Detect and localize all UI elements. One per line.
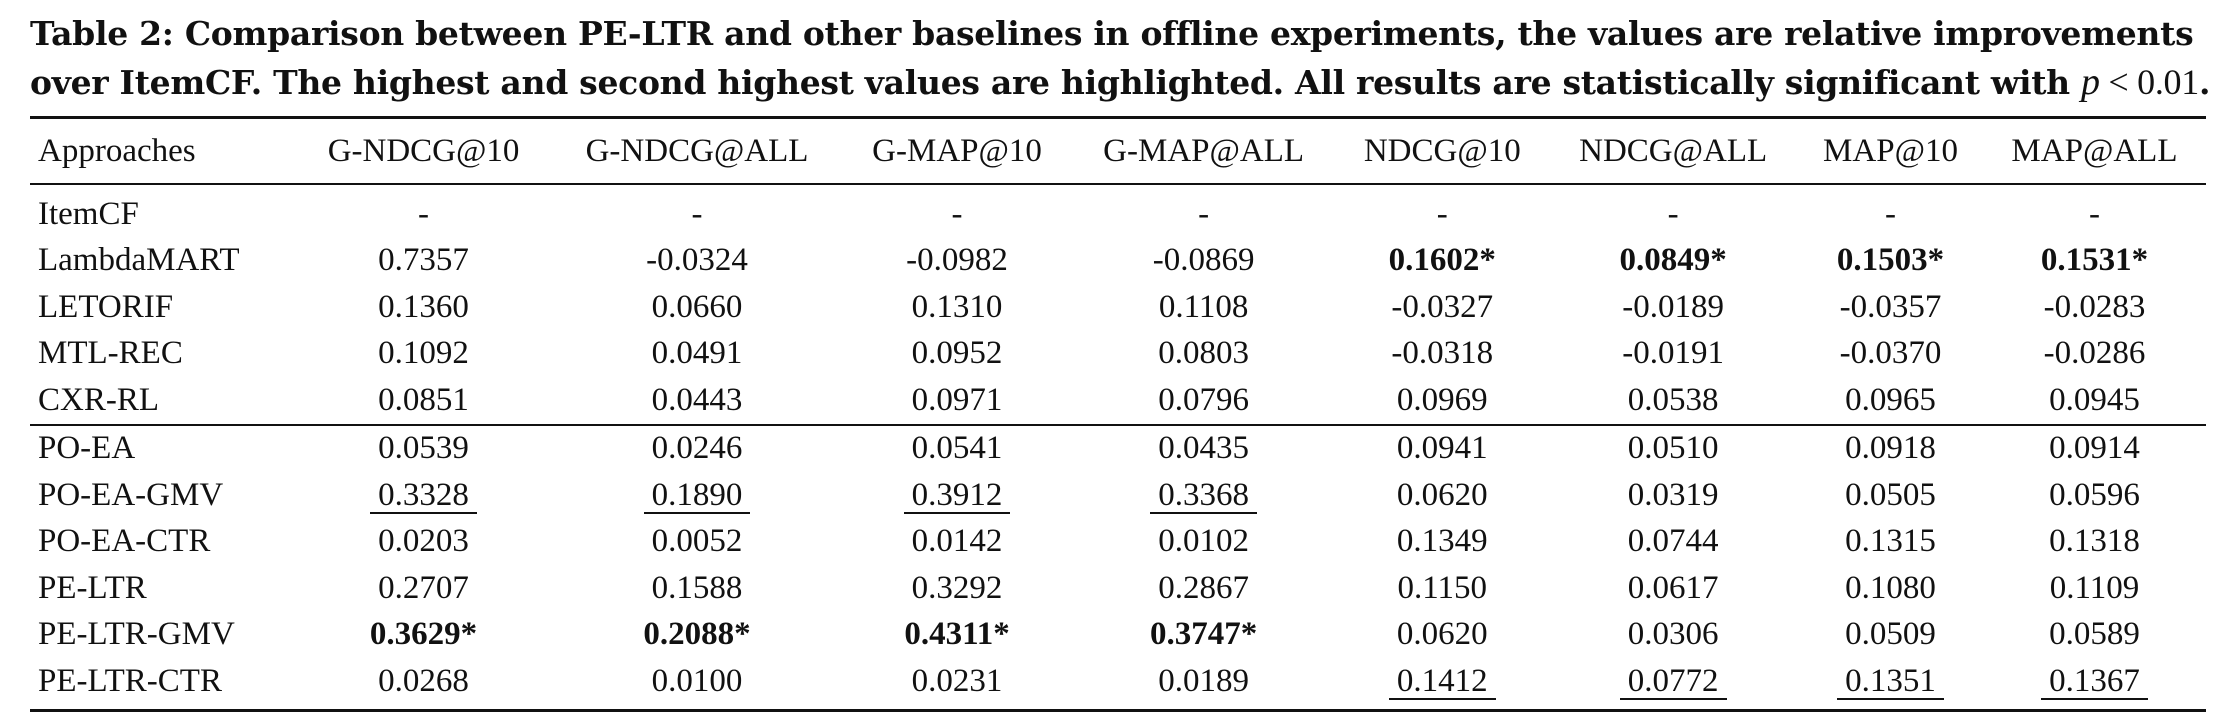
header-row [30, 118, 2206, 185]
metric-value: 0.0969 [1396, 381, 1488, 418]
metric-value: 0.0306 [1627, 616, 1719, 653]
highest-value: 0.0849* [1619, 242, 1727, 279]
caption-math-operator: < [2099, 62, 2138, 102]
metric-cell [1336, 612, 1548, 659]
metric-cell [1071, 284, 1337, 331]
header-cell: G-NDCG@ALL [585, 132, 809, 169]
table-row [30, 284, 2206, 331]
metric-cell [1071, 377, 1337, 425]
metric-value: 0.0100 [651, 662, 743, 699]
metric-cell [1071, 425, 1337, 473]
table-row [30, 238, 2206, 285]
metric-value: -0.0327 [1391, 288, 1494, 325]
metric-cell [1071, 331, 1337, 378]
metric-value: 0.0319 [1627, 476, 1719, 513]
approach-name-cell: PE-LTR [38, 569, 147, 606]
second-highest-value: 0.1367 [2041, 665, 2148, 700]
metric-cell [296, 331, 550, 378]
metric-cell [551, 284, 844, 331]
caption-math-variable: p [2081, 61, 2100, 103]
second-highest-value: 0.1412 [1389, 665, 1496, 700]
metric-cell [1548, 565, 1798, 612]
table-row [30, 331, 2206, 378]
metric-value: 0.0539 [378, 430, 469, 467]
metric-value: 0.0189 [1158, 662, 1249, 699]
metric-cell [1983, 612, 2206, 659]
metric-cell [1071, 472, 1337, 519]
metric-value: -0.0189 [1622, 288, 1725, 325]
metric-cell [1798, 331, 1983, 378]
metric-value: 0.0435 [1158, 430, 1249, 467]
metric-value: 0.0851 [378, 381, 469, 418]
metric-cell [296, 425, 550, 473]
metric-value: 0.0660 [651, 288, 743, 325]
metric-cell [1983, 331, 2206, 378]
metric-cell [1798, 565, 1983, 612]
metric-cell [1071, 519, 1337, 566]
metric-value: 0.0203 [378, 523, 469, 560]
metric-value: 0.2707 [378, 569, 469, 606]
metric-value: -0.0324 [646, 242, 748, 279]
metric-cell [551, 519, 844, 566]
metric-value: 0.1150 [1397, 569, 1488, 606]
second-highest-value: 0.3368 [1150, 479, 1257, 514]
table-row [30, 519, 2206, 566]
metric-cell [551, 658, 844, 710]
metric-cell [1336, 565, 1548, 612]
header-cell: G-MAP@ALL [1103, 132, 1305, 169]
metric-cell [1798, 519, 1983, 566]
metric-value: 0.0744 [1627, 523, 1719, 560]
metric-value: 0.0510 [1627, 430, 1719, 467]
metric-value: 0.1108 [1158, 288, 1249, 325]
caption-text: Comparison between PE-LTR and other baselines in offline experiments, the values are relative improvements over ItemCF. The highest and second highest values are highlighted. All results are statistically significant with [30, 14, 2194, 102]
metric-cell [1336, 284, 1548, 331]
metric-value: 0.7357 [378, 242, 469, 279]
metric-cell [1336, 425, 1548, 473]
approach-name-cell: LambdaMART [38, 242, 240, 279]
metric-value: -0.0370 [1839, 335, 1942, 372]
metric-cell [843, 331, 1070, 378]
metric-cell [1336, 519, 1548, 566]
approach-name-cell: PO-EA-GMV [38, 476, 224, 513]
metric-value: 0.0971 [911, 381, 1003, 418]
metric-cell [1548, 472, 1798, 519]
metric-cell [843, 472, 1070, 519]
metric-cell [1071, 612, 1337, 659]
metric-cell [1336, 184, 1548, 238]
metric-value: 0.0505 [1845, 476, 1936, 513]
metric-cell [843, 238, 1070, 285]
metric-value: 0.0509 [1845, 616, 1936, 653]
highest-value: 0.3629* [369, 616, 478, 653]
metric-cell [843, 284, 1070, 331]
metric-cell [843, 658, 1070, 710]
metric-value: 0.1092 [378, 335, 469, 372]
metric-value: -0.0982 [906, 242, 1008, 279]
highest-value: 0.4311* [904, 616, 1010, 653]
metric-cell [296, 658, 550, 710]
metric-cell [1983, 377, 2206, 425]
metric-value: 0.0796 [1158, 381, 1249, 418]
metric-cell [296, 612, 550, 659]
metric-value: - [1667, 195, 1679, 232]
metric-cell [296, 472, 550, 519]
metric-cell [1548, 519, 1798, 566]
metric-cell [551, 184, 844, 238]
metric-cell [1548, 184, 1798, 238]
metric-cell [1983, 184, 2206, 238]
metric-value: 0.0620 [1396, 476, 1488, 513]
highest-value: 0.1503* [1836, 242, 1945, 279]
metric-cell [843, 425, 1070, 473]
metric-cell [1983, 238, 2206, 285]
metric-cell [551, 425, 844, 473]
metric-cell [1983, 284, 2206, 331]
table-row [30, 425, 2206, 473]
metric-cell [1336, 331, 1548, 378]
metric-value: 0.0538 [1627, 381, 1719, 418]
header-cell: NDCG@ALL [1579, 132, 1768, 169]
metric-value: 0.0102 [1158, 523, 1249, 560]
metric-cell [1983, 658, 2206, 710]
metric-value: 0.0268 [378, 662, 469, 699]
highest-value: 0.3747* [1149, 616, 1258, 653]
header-cell: G-NDCG@10 [327, 132, 520, 169]
metric-value: 0.0443 [651, 381, 743, 418]
metric-cell [1798, 238, 1983, 285]
metric-value: 0.1588 [651, 569, 743, 606]
metric-value: - [1885, 195, 1896, 232]
second-highest-value: 0.3328 [370, 479, 477, 514]
metric-value: -0.0191 [1622, 335, 1725, 372]
metric-value: - [1436, 195, 1448, 232]
metric-value: 0.0965 [1845, 381, 1936, 418]
metric-value: 0.0246 [651, 430, 743, 467]
highest-value: 0.2088* [643, 616, 751, 653]
metric-value: 0.0491 [651, 335, 743, 372]
metric-value: 0.0620 [1396, 616, 1488, 653]
header-cell: G-MAP@10 [872, 132, 1042, 169]
metric-value: 0.0589 [2049, 616, 2140, 653]
metric-cell [1798, 184, 1983, 238]
second-highest-value: 0.0772 [1620, 665, 1727, 700]
metric-cell [1336, 658, 1548, 710]
metric-value: - [951, 195, 963, 232]
metric-value: 0.0914 [2049, 430, 2140, 467]
approach-name-cell: PE-LTR-GMV [38, 616, 235, 653]
metric-cell [1983, 472, 2206, 519]
metric-cell [296, 519, 550, 566]
metric-cell [296, 284, 550, 331]
caption-label: Table 2: [30, 14, 174, 53]
metric-cell [843, 565, 1070, 612]
metric-value: 0.0803 [1158, 335, 1249, 372]
metric-value: 0.0231 [911, 662, 1003, 699]
approach-name-cell: PO-EA [30, 425, 296, 473]
metric-cell [551, 612, 844, 659]
metric-value: 0.0945 [2049, 381, 2140, 418]
metric-cell [843, 519, 1070, 566]
metric-value: 0.0052 [651, 523, 743, 560]
metric-cell [1798, 472, 1983, 519]
approach-name-cell: MTL-REC [38, 335, 183, 372]
metric-value: -0.0318 [1391, 335, 1494, 372]
metric-cell [843, 377, 1070, 425]
metric-value: 0.1310 [911, 288, 1003, 325]
approach-name-cell: PE-LTR-CTR [30, 658, 296, 710]
metric-cell [296, 377, 550, 425]
table-row [30, 612, 2206, 659]
metric-cell [1983, 425, 2206, 473]
header-cell: Approaches [38, 132, 196, 169]
metric-value: 0.1318 [2049, 523, 2140, 560]
metric-cell [1071, 565, 1337, 612]
metric-cell [551, 472, 844, 519]
metric-value: 0.0918 [1845, 430, 1936, 467]
approach-name-cell: ItemCF [38, 195, 139, 232]
metric-cell [1071, 238, 1337, 285]
caption-math-value: 0.01 [2137, 62, 2199, 102]
highest-value: 0.1531* [2040, 242, 2149, 279]
metric-cell [1548, 425, 1798, 473]
metric-value: 0.1349 [1396, 523, 1488, 560]
metric-value: - [418, 195, 430, 232]
approach-name-cell: CXR-RL [38, 381, 160, 418]
metric-cell [1548, 377, 1798, 425]
header-cell: MAP@10 [1823, 132, 1958, 169]
highest-value: 0.1602* [1388, 242, 1496, 279]
metric-cell [1798, 377, 1983, 425]
metric-value: 0.0952 [911, 335, 1003, 372]
metric-value: 0.0941 [1396, 430, 1488, 467]
approach-name-cell: LETORIF [38, 288, 174, 325]
metric-cell [551, 331, 844, 378]
second-highest-value: 0.1890 [644, 479, 751, 514]
metric-value: 0.0596 [2049, 476, 2140, 513]
metric-value: 0.3292 [911, 569, 1003, 606]
metric-value: 0.1315 [1845, 523, 1936, 560]
table-row [30, 377, 2206, 425]
table-row [30, 184, 2206, 238]
metric-value: 0.0617 [1627, 569, 1719, 606]
table-row [30, 472, 2206, 519]
metric-value: 0.0142 [911, 523, 1003, 560]
header-cell: MAP@ALL [2011, 132, 2178, 169]
metric-value: 0.2867 [1158, 569, 1249, 606]
second-highest-value: 0.3912 [904, 479, 1011, 514]
metric-value: - [2088, 195, 2100, 232]
table-body [30, 184, 2206, 710]
metric-cell [296, 238, 550, 285]
metric-cell [843, 612, 1070, 659]
metric-cell [1336, 238, 1548, 285]
results-table [30, 116, 2206, 712]
metric-cell [1336, 377, 1548, 425]
metric-value: - [1198, 195, 1210, 232]
metric-cell [1798, 284, 1983, 331]
metric-value: 0.1109 [2049, 569, 2140, 606]
metric-cell [1798, 658, 1983, 710]
metric-cell [1798, 425, 1983, 473]
metric-value: -0.0283 [2043, 288, 2146, 325]
approach-name-cell: PO-EA-CTR [38, 523, 211, 560]
metric-value: 0.0541 [911, 430, 1003, 467]
metric-value: -0.0869 [1152, 242, 1255, 279]
metric-cell [1548, 284, 1798, 331]
table-caption [30, 10, 2220, 107]
table-row [30, 565, 2206, 612]
metric-cell [1548, 612, 1798, 659]
metric-cell [551, 238, 844, 285]
table-row [30, 658, 2206, 710]
metric-cell [843, 184, 1070, 238]
metric-cell [1983, 519, 2206, 566]
header-cell: NDCG@10 [1363, 132, 1521, 169]
metric-value: - [691, 195, 703, 232]
metric-value: 0.1080 [1845, 569, 1936, 606]
metric-cell [1071, 658, 1337, 710]
metric-value: -0.0286 [2043, 335, 2146, 372]
metric-cell [1798, 612, 1983, 659]
metric-cell [1548, 331, 1798, 378]
metric-cell [1983, 565, 2206, 612]
table-header [30, 118, 2206, 185]
metric-cell [296, 565, 550, 612]
second-highest-value: 0.1351 [1837, 665, 1944, 700]
metric-value: -0.0357 [1839, 288, 1942, 325]
caption-end: . [2198, 63, 2211, 102]
metric-cell [296, 184, 550, 238]
metric-cell [551, 565, 844, 612]
metric-cell [1548, 658, 1798, 710]
metric-value: 0.1360 [378, 288, 469, 325]
metric-cell [1071, 184, 1337, 238]
metric-cell [1336, 472, 1548, 519]
metric-cell [1548, 238, 1798, 285]
metric-cell [551, 377, 844, 425]
